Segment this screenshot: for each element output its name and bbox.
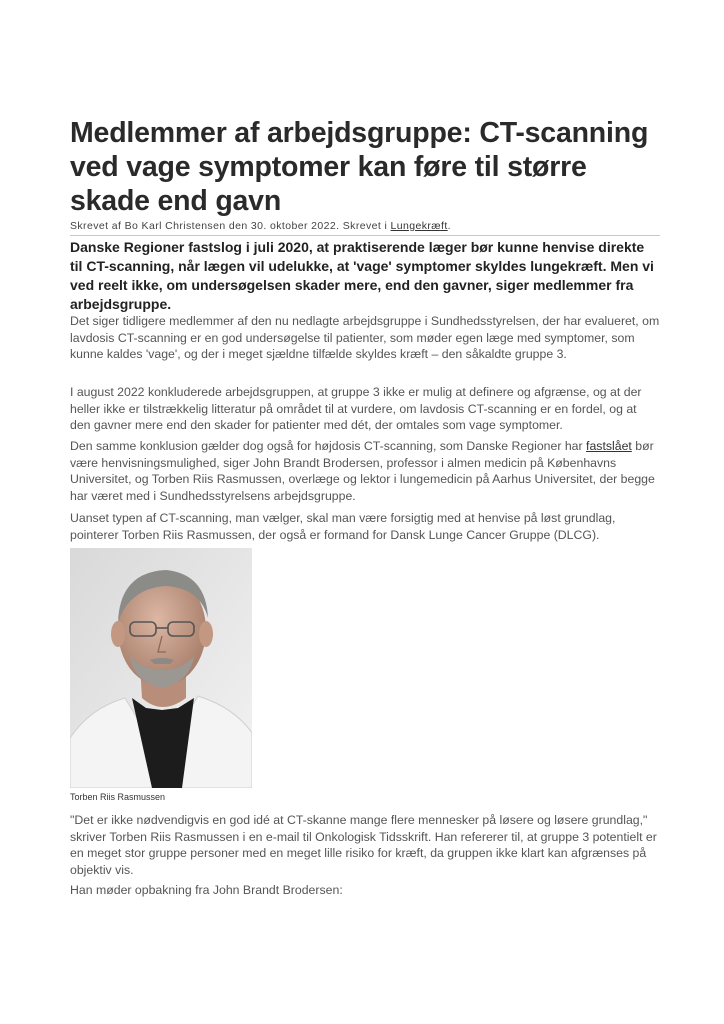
byline-end: . xyxy=(447,220,451,232)
paragraph-5: "Det er ikke nødvendigvis en god idé at CT-skanne mange flere mennesker på løsere og løsere grundlag," skriver Torben Riis Rasmussen i en e-mail til Onkologisk Tidsskrift. Han refererer til, at gruppe 3 potentielt er en meget stor gruppe personer med en meget lille risiko for kræft, da gruppen ikke klart kan afgrænses på objektiv vis. xyxy=(70,813,657,877)
photo-caption: Torben Riis Rasmussen xyxy=(70,792,166,802)
paragraph-4: Uanset typen af CT-scanning, man vælger, skal man være forsigtig med at henvise på løst grundlag, pointerer Torben Riis Rasmussen, der også er formand for Dansk Lunge Cancer Gruppe (DLCG). xyxy=(70,511,616,542)
paragraph-3 xyxy=(70,438,660,504)
paragraph-6: Han møder opbakning fra John Brandt Brodersen: xyxy=(70,883,343,897)
article-title: Medlemmer af arbejdsgruppe: CT-scanning ved vage symptomer kan føre til større skade end gavn xyxy=(70,117,649,217)
paragraph-3-text-a: Den samme konklusion gælder dog også for højdosis CT-scanning, som Danske Regioner har xyxy=(70,439,587,453)
portrait-photo xyxy=(70,548,252,788)
byline-text: Skrevet af Bo Karl Christensen den 30. oktober 2022. Skrevet i xyxy=(70,220,391,232)
category-link[interactable]: Lungekræft xyxy=(390,220,448,232)
byline xyxy=(70,220,660,236)
fastslaaet-link[interactable]: fastslået xyxy=(586,439,632,453)
paragraph-3-text-b: bør være henvisningsmulighed, siger John Brandt Brodersen, professor i almen medicin på Københavns Universitet, og Torben Riis Rasmussen, overlæge og lektor i lungemedicin på Aarhus Universitet, der begge har været med i Sundhedsstyrelsens arbejdsgruppe. xyxy=(70,439,655,503)
paragraph-1: Det siger tidligere medlemmer af den nu nedlagte arbejdsgruppe i Sundhedsstyrelsen, der har evalueret, om lavdosis CT-scanning er en god undersøgelse til patienter, som møder egen læge med symptomer, som kunne kaldes 'vage', og der i meget sjældne tilfælde skyldes kræft – den såkaldte gruppe 3. xyxy=(70,314,660,362)
paragraph-2: I august 2022 konkluderede arbejdsgruppen, at gruppe 3 ikke er mulig at definere og afgrænse, og at der heller ikke er tilstrækkelig litteratur på området til at vurdere, om lavdosis CT-scanning er en fordel, og at den gavner mere end den skader for patienter med dét, der omtales som vage symptomer. xyxy=(70,385,642,433)
portrait-image xyxy=(70,548,252,788)
article-lead: Danske Regioner fastslog i juli 2020, at praktiserende læger bør kunne henvise direkte til CT-scanning, når lægen vil udelukke, at 'vage' symptomer skyldes lungekræft. Men vi ved reelt ikke, om undersøgelsen skader mere, end den gavner, siger medlemmer fra arbejdsgruppe. xyxy=(70,239,654,312)
